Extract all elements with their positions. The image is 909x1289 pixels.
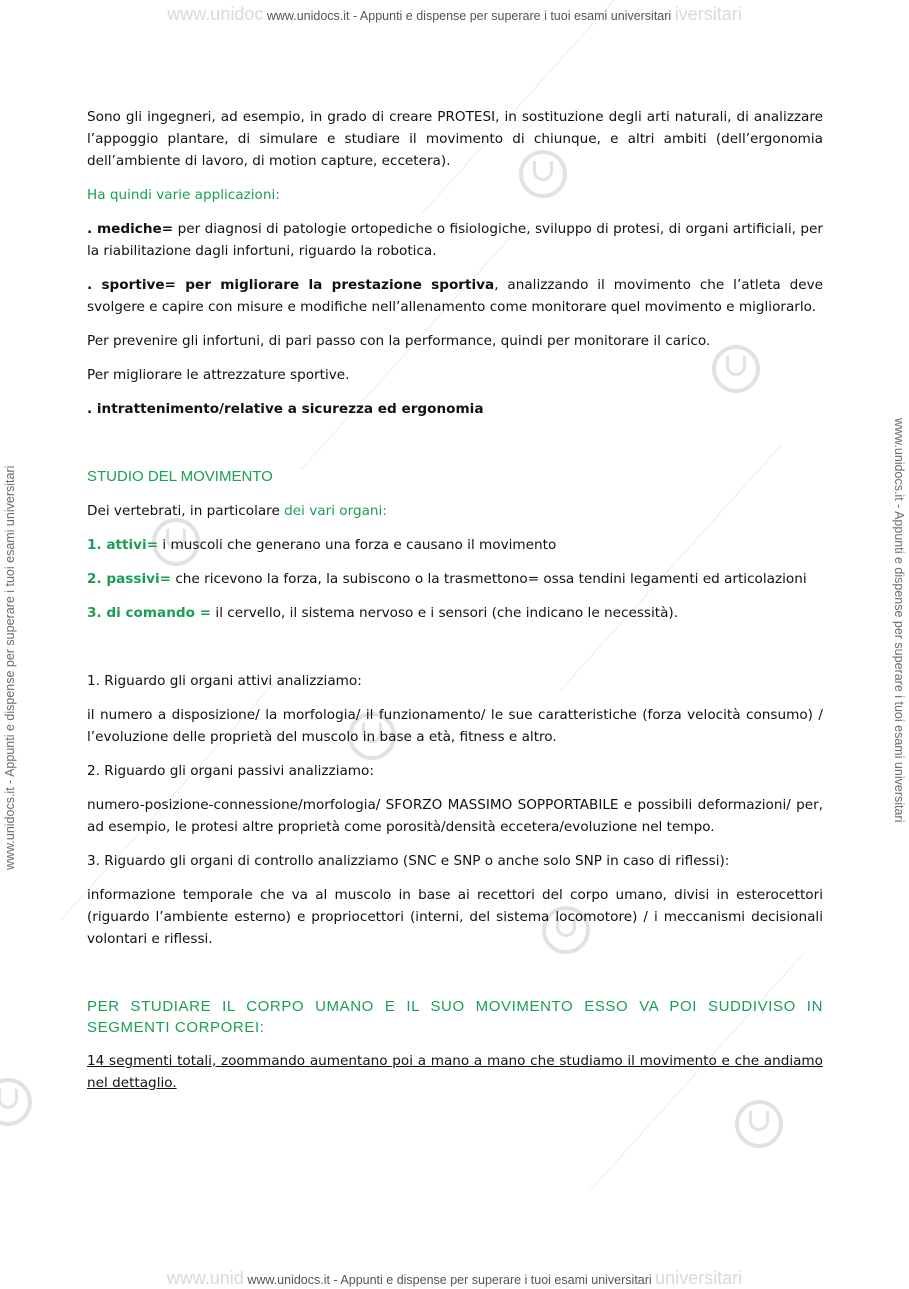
header-ghost-right: iversitari (674, 4, 742, 24)
paragraph-equipment: Per migliorare le attrezzature sportive. (87, 367, 350, 383)
text-medical: per diagnosi di patologie ortopediche o fisiologiche, sviluppo di protesi, di organi artificiali, per la riabilitazione dagli infortuni, riguardo la robotica. (87, 221, 823, 259)
green-organs: dei vari organi: (284, 503, 387, 519)
paragraph-vertebrates (87, 500, 823, 522)
spacer (87, 432, 823, 466)
footer-ghost-right: universitari (655, 1268, 743, 1288)
text-active: i muscoli che generano una forza e causano il movimento (158, 537, 557, 553)
paragraph-intro: Sono gli ingegneri, ad esempio, in grado di creare PROTESI, in sostituzione degli arti naturali, di analizzare l’appoggio plantare, di simulare e studiare il movimento di chiunque, e altri ambiti (dell’ergonomia dell’ambiente di lavoro, di motion capture, eccetera). (87, 109, 823, 169)
left-side-watermark: www.unidocs.it - Appunti e dispense per superare i tuoi esami universitari (3, 465, 17, 870)
paragraph-medical (87, 218, 823, 262)
paragraph-active-analysis: 1. Riguardo gli organi attivi analizziamo: (87, 673, 362, 689)
text-passive: che ricevono la forza, la subiscono o la trasmettono= ossa tendini legamenti ed articolazioni (171, 571, 807, 587)
text-vertebrates: Dei vertebrati, in particolare (87, 503, 285, 519)
header-ghost-left: www.unidoc (167, 4, 264, 24)
right-side-watermark: www.unidocs.it - Appunti e dispense per superare i tuoi esami universitari (892, 418, 906, 823)
footer-watermark-text: www.unidocs.it - Appunti e dispense per superare i tuoi esami universitari (247, 1273, 652, 1287)
watermark-logo-icon (0, 1078, 32, 1126)
paragraph-entertainment: . intrattenimento/relative a sicurezza ed ergonomia (87, 401, 484, 417)
document-body (87, 106, 823, 1106)
heading-studio-movimento: STUDIO DEL MOVIMENTO (87, 468, 273, 485)
header-watermark (0, 4, 909, 25)
label-active: 1. attivi= (87, 537, 159, 553)
paragraph-command (87, 602, 823, 624)
paragraph-control-analysis: 3. Riguardo gli organi di controllo analizziamo (SNC e SNP o anche solo SNP in caso di riflessi): (87, 853, 730, 869)
spacer (87, 636, 823, 670)
heading-body-segments: PER STUDIARE IL CORPO UMANO E IL SUO MOVIMENTO ESSO VA POI SUDDIVISO IN SEGMENTI CORPOREI: (87, 998, 823, 1036)
label-medical: . mediche= (87, 221, 174, 237)
bold-sports: per migliorare la prestazione sportiva (175, 277, 495, 293)
footer-ghost-left: www.unid (166, 1268, 244, 1288)
paragraph-segments: 14 segmenti totali, zoommando aumentano poi a mano a mano che studiamo il movimento e che andiamo nel dettaglio. (87, 1053, 823, 1091)
text-command: il cervello, il sistema nervoso e i sensori (che indicano le necessità). (211, 605, 679, 621)
spacer (87, 962, 823, 996)
paragraph-active-details: il numero a disposizione/ la morfologia/ il funzionamento/ le sue caratteristiche (forza velocità consumo) / l’evoluzione delle proprietà del muscolo in base a età, fitness e altro. (87, 707, 823, 745)
label-passive: 2. passivi= (87, 571, 172, 587)
paragraph-control-details: informazione temporale che va al muscolo in base ai recettori del corpo umano, divisi in esterocettori (riguardo l’ambiente esterno) e propriocettori (interni, del sistema locomotore) / i meccanismi decisionali volontari e riflessi. (87, 887, 823, 947)
paragraph-passive-analysis: 2. Riguardo gli organi passivi analizziamo: (87, 763, 374, 779)
paragraph-sports (87, 274, 823, 318)
text-sports: , analizzando il movimento che l’atleta deve svolgere e capire con misure e modifiche nell’allenamento come monitorare quel movimento e migliorarlo. (87, 277, 824, 315)
paragraph-passive-details: numero-posizione-connessione/morfologia/ SFORZO MASSIMO SOPPORTABILE e possibili deformazioni/ per, ad esempio, le protesi altre proprietà come porosità/densità eccetera/evoluzione nel tempo. (87, 797, 823, 835)
paragraph-active (87, 534, 823, 556)
label-sports: . sportive= (87, 277, 176, 293)
watermark-logo-icon (735, 1100, 783, 1148)
header-watermark-text: www.unidocs.it - Appunti e dispense per superare i tuoi esami universitari (266, 9, 672, 23)
label-command: 3. di comando = (87, 605, 212, 621)
paragraph-applications: Ha quindi varie applicazioni: (87, 187, 280, 203)
paragraph-injuries: Per prevenire gli infortuni, di pari passo con la performance, quindi per monitorare il carico. (87, 333, 711, 349)
paragraph-passive (87, 568, 823, 590)
